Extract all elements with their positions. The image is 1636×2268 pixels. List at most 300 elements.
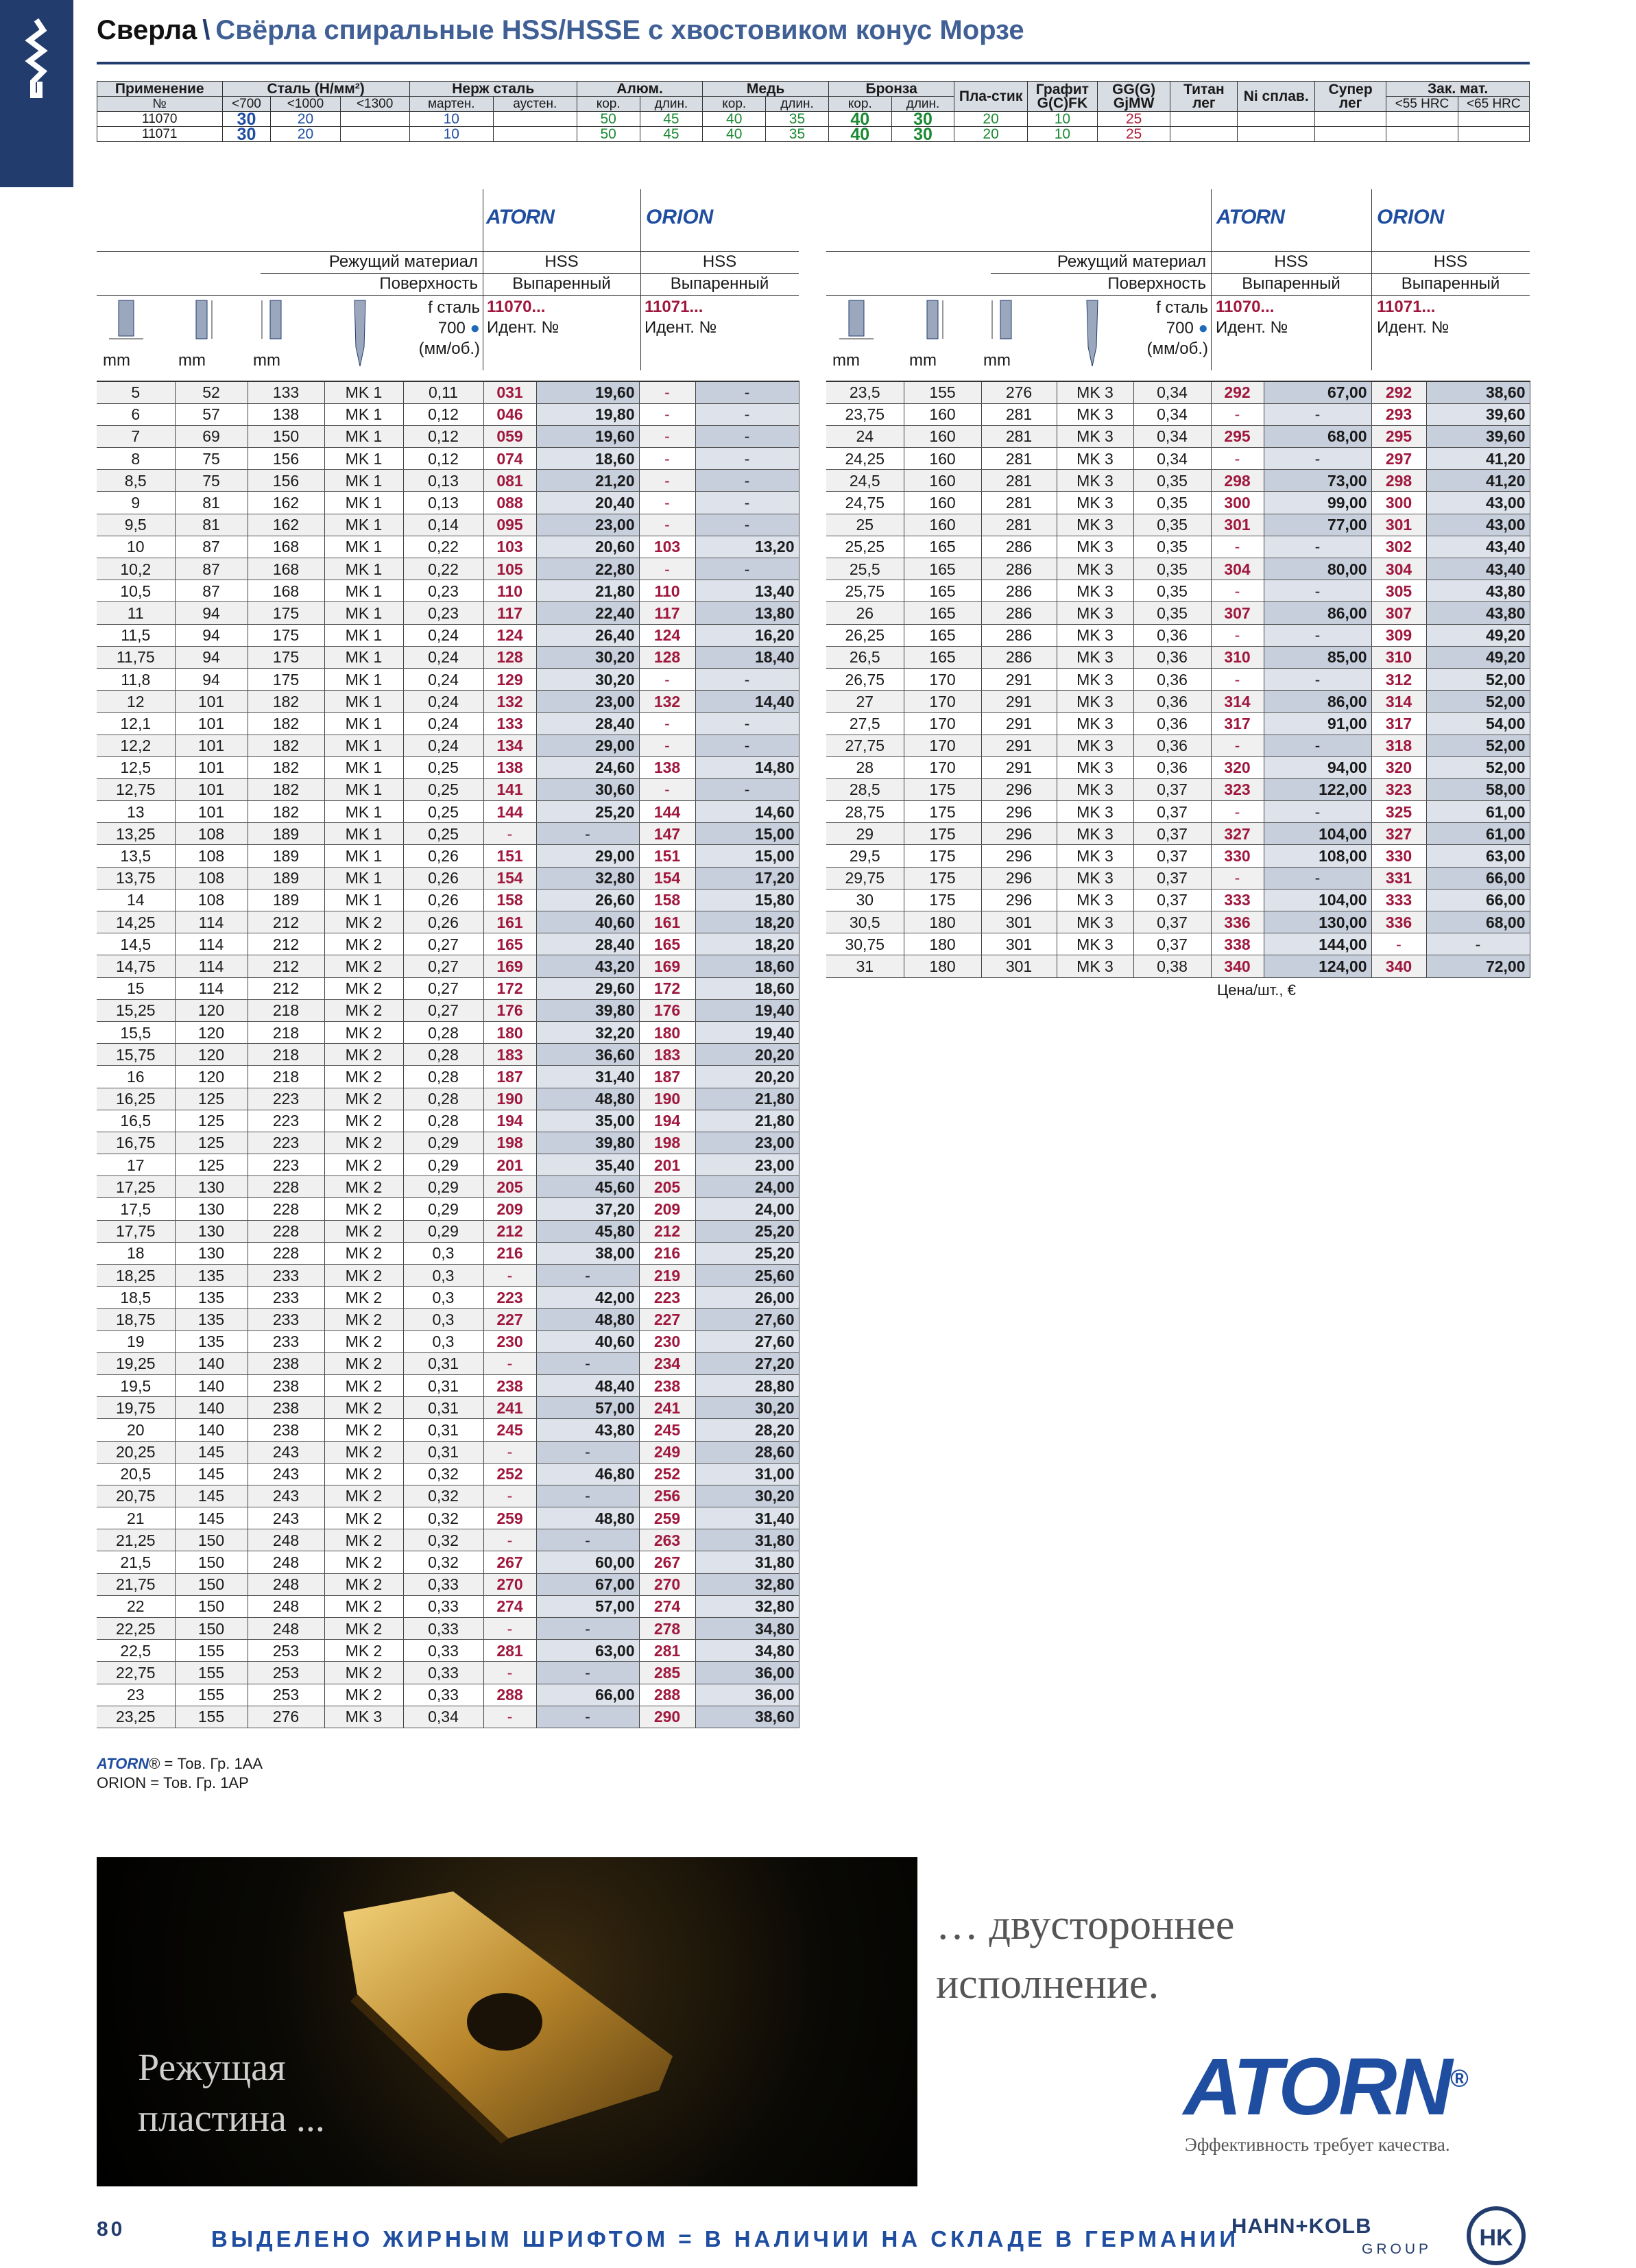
cell-ident-a: -: [1211, 668, 1264, 690]
cell-ident-a: 300: [1211, 492, 1264, 514]
cell-price-b: 26,00: [695, 1287, 799, 1309]
f-steel-header: [1133, 298, 1208, 359]
cell-total-length: 182: [248, 691, 324, 713]
cell-ident-b: 295: [1371, 425, 1426, 447]
cell-morse-taper: MK 1: [324, 756, 403, 778]
cell-morse-taper: MK 1: [324, 801, 403, 823]
cell-feed: 0,12: [403, 448, 483, 470]
cell-diameter: 16,5: [97, 1110, 175, 1132]
cell-price-a: 67,00: [1264, 381, 1371, 403]
surface-a: Выпаренный: [512, 274, 611, 293]
cell-morse-taper: MK 1: [324, 735, 403, 756]
cell-flute-length: 155: [175, 1662, 248, 1684]
total-length-icon: [985, 299, 1026, 352]
cell-feed: 0,37: [1133, 933, 1211, 955]
cell-total-length: 238: [248, 1419, 324, 1441]
cell-ident-b: 293: [1371, 403, 1426, 425]
order-no-b: 11071...: [645, 298, 703, 316]
cell-price-a: -: [536, 1441, 639, 1463]
cell-feed: 0,28: [403, 1088, 483, 1110]
cell-price-b: 52,00: [1426, 668, 1530, 690]
table-row: [826, 403, 1530, 425]
app-cell: 20: [954, 112, 1027, 127]
cell-ident-a: 259: [483, 1507, 536, 1529]
table-row: [826, 470, 1530, 492]
cell-ident-b: -: [639, 514, 695, 536]
app-cell: 40: [703, 112, 766, 127]
cell-feed: 0,34: [1133, 448, 1211, 470]
cell-ident-b: 219: [639, 1265, 695, 1287]
cell-total-length: 301: [981, 911, 1057, 933]
cell-flute-length: 120: [175, 1021, 248, 1043]
cell-total-length: 248: [248, 1595, 324, 1617]
cell-price-a: 68,00: [1264, 425, 1371, 447]
cell-total-length: 296: [981, 823, 1057, 845]
table-row: [97, 933, 799, 955]
cell-morse-taper: MK 3: [1057, 845, 1133, 867]
cell-total-length: 175: [248, 624, 324, 646]
cell-total-length: 189: [248, 867, 324, 889]
cell-total-length: 281: [981, 403, 1057, 425]
table-row: [97, 1154, 799, 1176]
table-row: [97, 1595, 799, 1617]
cell-diameter: 9,5: [97, 514, 175, 536]
cell-ident-a: 201: [483, 1154, 536, 1176]
cell-feed: 0,34: [1133, 403, 1211, 425]
cell-price-a: 28,40: [536, 933, 639, 955]
cell-diameter: 23,25: [97, 1706, 175, 1728]
cell-price-b: 68,00: [1426, 911, 1530, 933]
cell-diameter: 23: [97, 1684, 175, 1706]
cell-total-length: 218: [248, 999, 324, 1021]
cell-morse-taper: MK 3: [1057, 470, 1133, 492]
cell-feed: 0,24: [403, 646, 483, 668]
cell-flute-length: 180: [904, 955, 981, 977]
cell-diameter: 25: [826, 514, 904, 536]
table-row: [97, 1397, 799, 1419]
cell-morse-taper: MK 3: [1057, 580, 1133, 602]
cell-total-length: 248: [248, 1573, 324, 1595]
cell-diameter: 22,75: [97, 1662, 175, 1684]
cell-ident-b: 327: [1371, 823, 1426, 845]
cell-total-length: 253: [248, 1640, 324, 1662]
cell-morse-taper: MK 3: [1057, 867, 1133, 889]
cell-ident-a: 307: [1211, 602, 1264, 624]
cell-ident-a: -: [1211, 403, 1264, 425]
footnote-atorn: ATORN® = Тов. Гр. 1AA: [97, 1755, 263, 1772]
cell-flute-length: 135: [175, 1287, 248, 1309]
cell-ident-a: 230: [483, 1330, 536, 1352]
cell-total-length: 182: [248, 735, 324, 756]
app-cell: 25: [1097, 127, 1170, 142]
cell-feed: 0,36: [1133, 713, 1211, 735]
cell-diameter: 18,25: [97, 1265, 175, 1287]
app-sub-cu-long: длин.: [766, 97, 829, 112]
cell-feed: 0,29: [403, 1154, 483, 1176]
cell-ident-a: 059: [483, 425, 536, 447]
table-row: [97, 1352, 799, 1374]
cell-ident-b: -: [1371, 933, 1426, 955]
cell-ident-b: 205: [639, 1176, 695, 1198]
f-steel-unit: (мм/об.): [418, 339, 480, 358]
cell-ident-a: 103: [483, 536, 536, 558]
app-cell: 20: [954, 127, 1027, 142]
cell-price-a: 46,80: [536, 1463, 639, 1485]
cell-feed: 0,35: [1133, 536, 1211, 558]
cell-total-length: 248: [248, 1618, 324, 1640]
cutting-material-label: Режущий материал: [1057, 252, 1206, 271]
cell-price-a: 94,00: [1264, 756, 1371, 778]
cell-flute-length: 57: [175, 403, 248, 425]
cell-ident-b: 124: [639, 624, 695, 646]
cell-flute-length: 155: [175, 1684, 248, 1706]
cell-morse-taper: MK 2: [324, 1507, 403, 1529]
cell-total-length: 248: [248, 1551, 324, 1573]
app-cell: 45: [640, 127, 703, 142]
cell-ident-b: 169: [639, 955, 695, 977]
cell-morse-taper: MK 2: [324, 1220, 403, 1242]
table-row: [97, 955, 799, 977]
cell-ident-a: 310: [1211, 646, 1264, 668]
cell-total-length: 243: [248, 1485, 324, 1507]
cell-flute-length: 114: [175, 933, 248, 955]
cell-price-b: 52,00: [1426, 735, 1530, 756]
cell-diameter: 29,5: [826, 845, 904, 867]
dot-icon: ●: [470, 319, 480, 337]
table-row: [97, 801, 799, 823]
cell-morse-taper: MK 3: [1057, 735, 1133, 756]
cell-ident-b: 340: [1371, 955, 1426, 977]
cell-diameter: 15,5: [97, 1021, 175, 1043]
cell-feed: 0,24: [403, 735, 483, 756]
cell-diameter: 25,5: [826, 558, 904, 580]
cell-feed: 0,11: [403, 381, 483, 403]
cell-flute-length: 94: [175, 624, 248, 646]
cell-price-b: 36,00: [695, 1684, 799, 1706]
cell-price-a: 19,80: [536, 403, 639, 425]
cell-flute-length: 140: [175, 1374, 248, 1396]
app-cell: 20: [271, 112, 340, 127]
cell-price-b: 63,00: [1426, 845, 1530, 867]
cell-morse-taper: MK 1: [324, 713, 403, 735]
cell-total-length: 286: [981, 624, 1057, 646]
cell-diameter: 16,75: [97, 1132, 175, 1154]
cell-ident-b: 309: [1371, 624, 1426, 646]
cell-price-a: 20,60: [536, 536, 639, 558]
cell-price-b: 41,20: [1426, 470, 1530, 492]
cell-diameter: 29: [826, 823, 904, 845]
app-row-11071: [97, 127, 1530, 142]
cell-price-b: 23,00: [695, 1154, 799, 1176]
cell-price-b: 52,00: [1426, 691, 1530, 713]
cell-flute-length: 52: [175, 381, 248, 403]
cell-ident-a: 198: [483, 1132, 536, 1154]
app-sub-lt1300: <1300: [340, 97, 409, 112]
cell-price-a: 60,00: [536, 1551, 639, 1573]
cell-morse-taper: MK 3: [1057, 403, 1133, 425]
cell-flute-length: 130: [175, 1176, 248, 1198]
cell-flute-length: 160: [904, 514, 981, 536]
cell-morse-taper: MK 1: [324, 889, 403, 911]
cell-flute-length: 125: [175, 1110, 248, 1132]
cell-price-a: 23,00: [536, 514, 639, 536]
table-row: [97, 1551, 799, 1573]
cell-total-length: 175: [248, 646, 324, 668]
app-cell: [1386, 112, 1458, 127]
cell-morse-taper: MK 1: [324, 602, 403, 624]
cell-ident-a: 132: [483, 691, 536, 713]
cell-total-length: 243: [248, 1441, 324, 1463]
cell-price-b: 18,40: [695, 646, 799, 668]
cell-ident-a: 241: [483, 1397, 536, 1419]
cell-feed: 0,37: [1133, 823, 1211, 845]
cell-morse-taper: MK 2: [324, 1595, 403, 1617]
cell-total-length: 281: [981, 470, 1057, 492]
cell-total-length: 228: [248, 1176, 324, 1198]
cell-flute-length: 125: [175, 1088, 248, 1110]
unit-mm: mm: [983, 351, 1011, 370]
cell-price-a: 25,20: [536, 801, 639, 823]
cell-price-a: 43,20: [536, 955, 639, 977]
cell-diameter: 29,75: [826, 867, 904, 889]
app-cell: [1315, 127, 1386, 142]
cell-diameter: 15,25: [97, 999, 175, 1021]
cell-feed: 0,12: [403, 403, 483, 425]
cell-price-a: 57,00: [536, 1397, 639, 1419]
cell-price-a: 36,60: [536, 1044, 639, 1066]
cell-flute-length: 145: [175, 1507, 248, 1529]
cell-flute-length: 81: [175, 492, 248, 514]
cell-ident-b: 310: [1371, 646, 1426, 668]
cell-flute-length: 101: [175, 691, 248, 713]
orion-logo: ORION: [1377, 206, 1445, 228]
cell-diameter: 25,75: [826, 580, 904, 602]
cell-ident-a: 252: [483, 1463, 536, 1485]
cell-flute-length: 114: [175, 911, 248, 933]
cell-ident-a: 117: [483, 602, 536, 624]
cell-flute-length: 94: [175, 602, 248, 624]
ident-a: Идент. №: [487, 318, 560, 337]
cell-morse-taper: MK 1: [324, 580, 403, 602]
cell-total-length: 291: [981, 713, 1057, 735]
cell-diameter: 17,5: [97, 1198, 175, 1220]
table-row: [97, 1485, 799, 1507]
cell-diameter: 17,25: [97, 1176, 175, 1198]
cell-diameter: 13: [97, 801, 175, 823]
cell-ident-a: 270: [483, 1573, 536, 1595]
cell-morse-taper: MK 2: [324, 1242, 403, 1264]
cutting-material-a: HSS: [544, 252, 579, 271]
app-head-cast-iron: GG(G) GjMW: [1097, 82, 1170, 112]
cell-flute-length: 87: [175, 558, 248, 580]
cell-price-a: 30,20: [536, 668, 639, 690]
cell-price-b: 28,60: [695, 1441, 799, 1463]
cell-ident-a: -: [483, 1706, 536, 1728]
cell-ident-a: 176: [483, 999, 536, 1021]
cell-morse-taper: MK 2: [324, 1374, 403, 1396]
cell-ident-a: 340: [1211, 955, 1264, 977]
table-row: [826, 624, 1530, 646]
cell-flute-length: 165: [904, 602, 981, 624]
cell-total-length: 276: [981, 381, 1057, 403]
cell-price-a: -: [536, 823, 639, 845]
cell-ident-b: -: [639, 470, 695, 492]
atorn-slogan: Эффективность требует качества.: [1185, 2134, 1450, 2155]
table-row: [826, 558, 1530, 580]
cell-price-a: -: [1264, 801, 1371, 823]
cell-price-b: 13,80: [695, 602, 799, 624]
cutting-material-a: HSS: [1274, 252, 1308, 271]
cell-feed: 0,31: [403, 1352, 483, 1374]
cell-morse-taper: MK 2: [324, 1618, 403, 1640]
cell-total-length: 291: [981, 756, 1057, 778]
cell-price-b: 61,00: [1426, 823, 1530, 845]
cell-price-a: 66,00: [536, 1684, 639, 1706]
cell-morse-taper: MK 3: [1057, 691, 1133, 713]
cell-ident-b: 180: [639, 1021, 695, 1043]
morse-taper-icon: [346, 299, 374, 372]
cell-morse-taper: MK 2: [324, 1640, 403, 1662]
cell-morse-taper: MK 2: [324, 1662, 403, 1684]
cell-total-length: 233: [248, 1287, 324, 1309]
cell-total-length: 223: [248, 1132, 324, 1154]
cell-diameter: 11,8: [97, 668, 175, 690]
cell-morse-taper: MK 2: [324, 933, 403, 955]
cell-total-length: 281: [981, 425, 1057, 447]
cell-flute-length: 180: [904, 911, 981, 933]
divider: [826, 295, 1530, 296]
table-row: [826, 381, 1530, 403]
cell-ident-b: 144: [639, 801, 695, 823]
cell-total-length: 296: [981, 801, 1057, 823]
cell-price-a: 45,60: [536, 1176, 639, 1198]
cell-feed: 0,37: [1133, 867, 1211, 889]
table-row: [97, 911, 799, 933]
cell-total-length: 233: [248, 1330, 324, 1352]
table-row: [826, 911, 1530, 933]
cell-flute-length: 165: [904, 646, 981, 668]
app-cell: 30: [222, 127, 271, 142]
app-sub-br-short: кор.: [828, 97, 891, 112]
divider: [261, 273, 799, 274]
cell-ident-b: 158: [639, 889, 695, 911]
cell-price-a: -: [536, 1529, 639, 1551]
cutting-material-b: HSS: [1433, 252, 1468, 271]
cell-feed: 0,25: [403, 823, 483, 845]
app-sub-br-long: длин.: [891, 97, 954, 112]
table-row: [97, 845, 799, 867]
cell-morse-taper: MK 2: [324, 1066, 403, 1088]
cell-ident-b: 138: [639, 756, 695, 778]
cell-morse-taper: MK 2: [324, 1287, 403, 1309]
cell-price-a: 57,00: [536, 1595, 639, 1617]
app-head-steel: Сталь (Н/мм²): [222, 82, 409, 97]
table-row: [97, 492, 799, 514]
cell-morse-taper: MK 2: [324, 1110, 403, 1132]
cell-total-length: 286: [981, 580, 1057, 602]
app-cell: [340, 127, 409, 142]
cell-diameter: 16: [97, 1066, 175, 1088]
cell-ident-b: -: [639, 735, 695, 756]
cell-feed: 0,12: [403, 425, 483, 447]
cell-total-length: 243: [248, 1463, 324, 1485]
ident-b: Идент. №: [645, 318, 717, 337]
price-note: Цена/шт., €: [1217, 981, 1296, 999]
table-row: [97, 735, 799, 756]
cell-morse-taper: MK 3: [1057, 492, 1133, 514]
cell-flute-length: 160: [904, 470, 981, 492]
cell-morse-taper: MK 2: [324, 1088, 403, 1110]
table-row: [97, 1573, 799, 1595]
cell-morse-taper: MK 1: [324, 691, 403, 713]
app-cell: [1458, 127, 1529, 142]
cell-total-length: 156: [248, 448, 324, 470]
cell-total-length: 212: [248, 955, 324, 977]
cell-ident-a: 336: [1211, 911, 1264, 933]
cell-total-length: 162: [248, 514, 324, 536]
cell-feed: 0,26: [403, 845, 483, 867]
cell-price-b: 54,00: [1426, 713, 1530, 735]
surface-b: Выпаренный: [1401, 274, 1500, 293]
unit-mm: mm: [103, 351, 130, 370]
cell-total-length: 156: [248, 470, 324, 492]
cell-price-b: 58,00: [1426, 778, 1530, 800]
cell-feed: 0,26: [403, 911, 483, 933]
cell-morse-taper: MK 2: [324, 1397, 403, 1419]
cell-flute-length: 81: [175, 514, 248, 536]
cell-flute-length: 140: [175, 1419, 248, 1441]
cell-flute-length: 101: [175, 735, 248, 756]
app-cell: 35: [766, 112, 829, 127]
cell-diameter: 28,75: [826, 801, 904, 823]
cell-flute-length: 94: [175, 668, 248, 690]
cell-ident-b: -: [639, 713, 695, 735]
cell-diameter: 16,25: [97, 1088, 175, 1110]
app-cell: 10: [1027, 127, 1097, 142]
cell-ident-b: 190: [639, 1088, 695, 1110]
cell-price-a: -: [1264, 403, 1371, 425]
cell-price-b: 25,60: [695, 1265, 799, 1287]
cell-morse-taper: MK 1: [324, 448, 403, 470]
cell-ident-b: 187: [639, 1066, 695, 1088]
cell-total-length: 189: [248, 823, 324, 845]
cell-price-a: 86,00: [1264, 602, 1371, 624]
hahn-kolb-logo: HAHN+KOLB: [1231, 2214, 1372, 2238]
cell-price-b: 43,00: [1426, 492, 1530, 514]
cell-total-length: 253: [248, 1662, 324, 1684]
cell-diameter: 28,5: [826, 778, 904, 800]
ident-a: Идент. №: [1216, 318, 1288, 337]
cell-ident-a: 333: [1211, 889, 1264, 911]
cell-feed: 0,36: [1133, 668, 1211, 690]
cell-price-b: 15,00: [695, 845, 799, 867]
cell-price-b: 28,20: [695, 1419, 799, 1441]
table-row: [97, 1198, 799, 1220]
cell-total-length: 218: [248, 1021, 324, 1043]
cell-feed: 0,25: [403, 778, 483, 800]
cell-total-length: 276: [248, 1706, 324, 1728]
cell-flute-length: 125: [175, 1154, 248, 1176]
cell-total-length: 182: [248, 756, 324, 778]
cell-diameter: 12: [97, 691, 175, 713]
cell-morse-taper: MK 1: [324, 470, 403, 492]
cell-morse-taper: MK 1: [324, 845, 403, 867]
cell-ident-a: 144: [483, 801, 536, 823]
cell-feed: 0,24: [403, 624, 483, 646]
cell-flute-length: 165: [904, 558, 981, 580]
divider: [991, 273, 1530, 274]
cell-flute-length: 75: [175, 470, 248, 492]
